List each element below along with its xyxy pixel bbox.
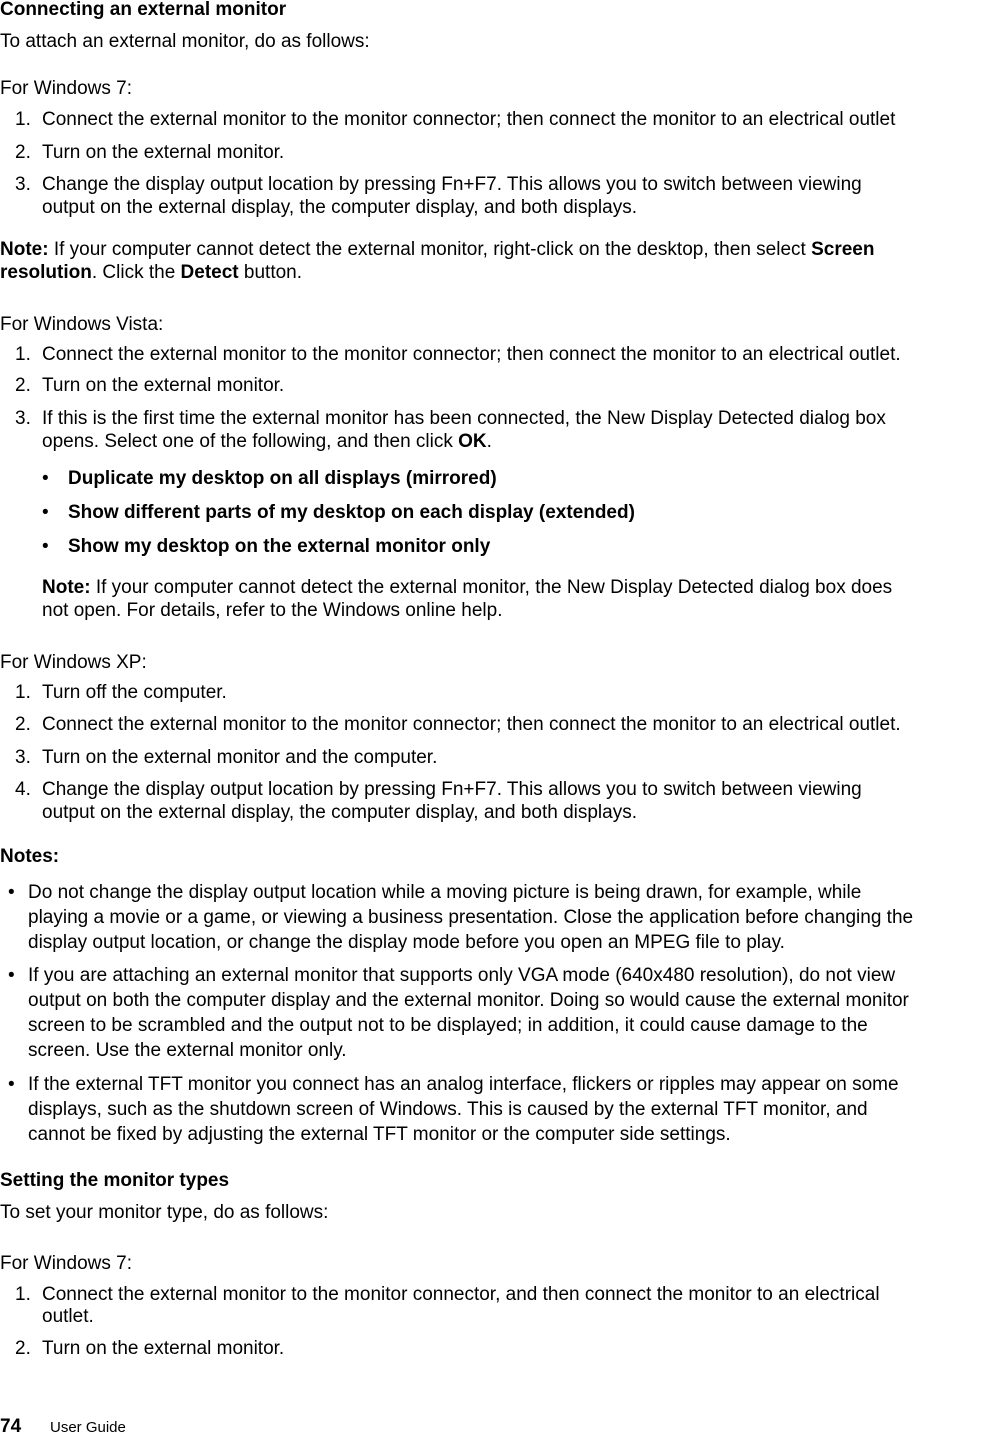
step-text: Turn on the external monitor. [42,375,285,396]
os-label-win7: For Windows 7: [0,1253,132,1274]
os-label-xp: For Windows XP: [0,652,147,673]
step-text: Turn on the external monitor. [42,1338,285,1359]
note-bold-term: Detect [180,262,239,283]
note-bold-term: resolution [0,262,92,283]
notes-text: display output location, or change the display mode before you open an MPEG file to play. [28,932,785,953]
intro-text: To set your monitor type, do as follows: [0,1202,329,1223]
notes-text: If you are attaching an external monitor that supports only VGA mode (640x480 resolution), do not view [28,965,896,986]
note-text: If your computer cannot detect the external monitor, right-click on the desktop, then select [48,239,812,260]
step-text: Connect the external monitor to the monitor connector; then connect the monitor to an electrical outlet. [42,344,901,365]
option-item: Show different parts of my desktop on each display (extended) [68,502,635,523]
notes-text: If the external TFT monitor you connect has an analog interface, flickers or ripples may appear on some [28,1074,899,1095]
notes-text: cannot be fixed by adjusting the external TFT monitor or the computer side settings. [28,1124,731,1145]
note-label: Note: [42,577,91,598]
step-number: 1. [15,1284,31,1305]
step-text: Turn on the external monitor. [42,142,285,163]
step-text-part: . [486,431,492,452]
option-item: Show my desktop on the external monitor only [68,536,491,557]
note-bold-term: Screen [811,239,875,260]
intro-text: To attach an external monitor, do as follows: [0,31,370,52]
notes-text: displays, such as the shutdown screen of Windows. This is caused by the external TFT monitor, and [28,1099,868,1120]
step-text: output on the external display, the computer display, and both displays. [42,802,637,823]
notes-label: Notes: [0,846,60,867]
step-text-part: opens. Select one of the following, and then click [42,431,459,452]
bullet-icon: • [8,1074,15,1095]
step-text: Turn off the computer. [42,682,227,703]
step-text: Connect the external monitor to the monitor connector; then connect the monitor to an electrical outlet [42,109,896,130]
step-text [42,430,492,454]
note-line [0,261,302,285]
step-text: Turn on the external monitor and the computer. [42,747,438,768]
step-text: outlet. [42,1306,94,1327]
step-number: 3. [15,408,31,429]
step-text: output on the external display, the computer display, and both displays. [42,197,637,218]
step-text: Change the display output location by pressing Fn+F7. This allows you to switch between viewing [42,174,862,195]
notes-text: output on both the computer display and the external monitor. Doing so would cause the external monitor [28,990,909,1011]
step-number: 1. [15,344,31,365]
step-number: 2. [15,375,31,396]
section-heading: Setting the monitor types [0,1170,230,1191]
notes-text: Do not change the display output location while a moving picture is being drawn, for example, while [28,882,862,903]
note-text: . Click the [91,262,181,283]
os-label-win7: For Windows 7: [0,78,132,99]
note-line: not open. For details, refer to the Windows online help. [42,600,503,621]
os-label-vista: For Windows Vista: [0,314,164,335]
step-text: Connect the external monitor to the monitor connector, and then connect the monitor to an electrical [42,1284,880,1305]
ok-term: OK [458,431,487,452]
step-number: 1. [15,682,31,703]
bullet-icon: • [8,882,15,903]
note-line [42,576,892,600]
option-item: Duplicate my desktop on all displays (mirrored) [68,468,497,489]
step-number: 3. [15,747,31,768]
step-text: If this is the first time the external monitor has been connected, the New Display Detected dialog box [42,408,886,429]
step-number: 2. [15,1338,31,1359]
step-number: 3. [15,174,31,195]
bullet-icon: • [42,468,49,489]
bullet-icon: • [8,965,15,986]
step-number: 2. [15,714,31,735]
section-heading: Connecting an external monitor [0,0,287,20]
note-label: Note: [0,239,49,260]
page-number: 74 [0,1416,22,1437]
bullet-icon: • [42,536,49,557]
step-number: 2. [15,142,31,163]
step-number: 1. [15,109,31,130]
notes-text: screen to be scrambled and the output not to be displayed; in addition, it could cause damage to the [28,1015,868,1036]
notes-text: playing a movie or a game, or viewing a business presentation. Close the application before changing the [28,907,914,928]
note-line [0,238,874,262]
note-text: button. [238,262,303,283]
footer-title: User Guide [50,1419,126,1436]
step-number: 4. [15,779,31,800]
note-text: If your computer cannot detect the external monitor, the New Display Detected dialog box does [90,577,893,598]
notes-text: screen. Use the external monitor only. [28,1040,347,1061]
step-text: Connect the external monitor to the monitor connector; then connect the monitor to an electrical outlet. [42,714,901,735]
step-text: Change the display output location by pressing Fn+F7. This allows you to switch between viewing [42,779,862,800]
bullet-icon: • [42,502,49,523]
